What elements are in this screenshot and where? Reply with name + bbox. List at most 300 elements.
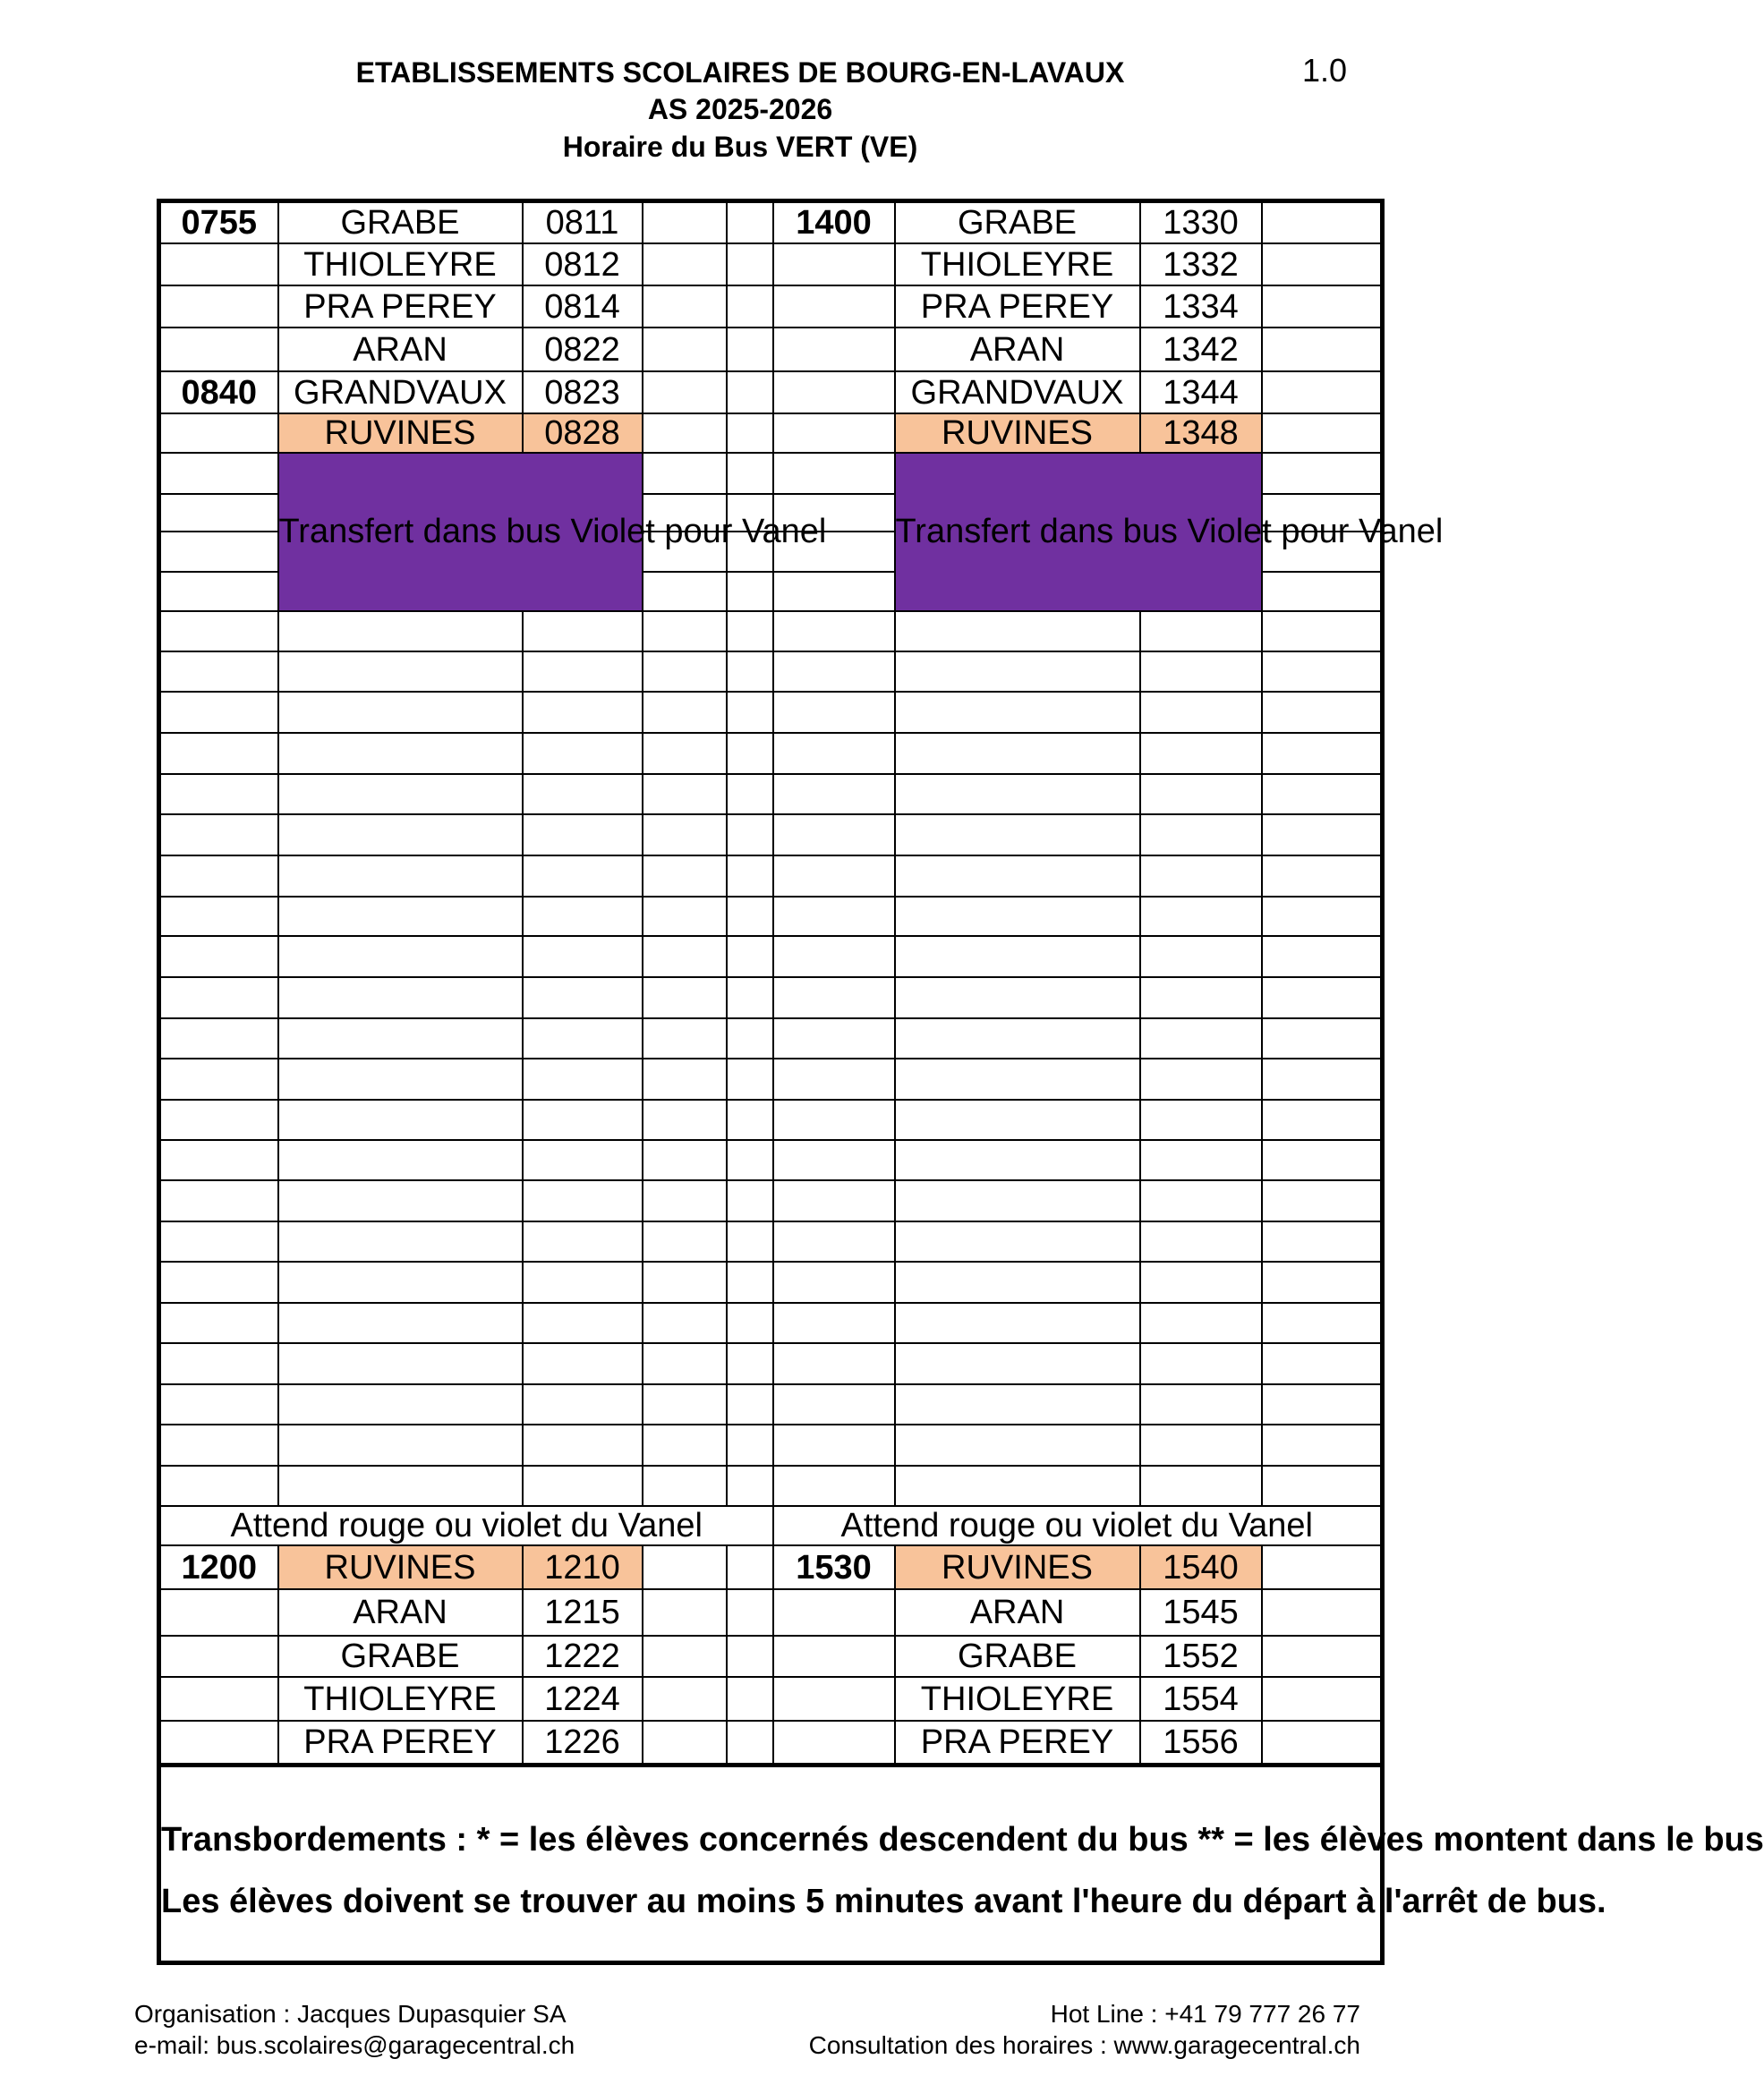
empty-cell [159, 936, 278, 977]
empty-cell [643, 1262, 727, 1303]
empty-cell [1262, 243, 1383, 285]
empty-cell [278, 1100, 523, 1141]
empty-cell [727, 572, 773, 611]
empty-cell [773, 1677, 895, 1721]
empty-cell [278, 692, 523, 733]
empty-cell [278, 1425, 523, 1466]
empty-cell [159, 1221, 278, 1262]
table-row [159, 1506, 1383, 1546]
table-row [159, 1677, 1383, 1721]
empty-cell [523, 1425, 643, 1466]
empty-cell [895, 733, 1140, 774]
empty-cell [773, 1343, 895, 1384]
table-row [159, 1384, 1383, 1425]
empty-cell [1262, 1589, 1383, 1635]
empty-cell [159, 1180, 278, 1221]
empty-cell [727, 814, 773, 855]
empty-cell [278, 814, 523, 855]
empty-cell [159, 733, 278, 774]
footer-hotline: Hot Line : +41 79 777 26 77 [1050, 2000, 1360, 2028]
empty-cell [643, 285, 727, 328]
empty-cell [643, 1425, 727, 1466]
empty-cell [643, 814, 727, 855]
empty-cell [159, 1140, 278, 1180]
empty-cell [895, 1018, 1140, 1059]
empty-cell [159, 692, 278, 733]
stop-time: 0823 [523, 371, 643, 413]
stop-time: 1226 [523, 1721, 643, 1765]
table-row [159, 453, 1383, 494]
empty-cell [278, 1466, 523, 1506]
table-row [159, 651, 1383, 693]
empty-cell [643, 1180, 727, 1221]
empty-cell [895, 897, 1140, 937]
empty-cell [1140, 897, 1262, 937]
empty-cell [727, 453, 773, 494]
table-row [159, 1180, 1383, 1221]
stop-time: 1334 [1140, 285, 1262, 328]
empty-cell [1262, 1425, 1383, 1466]
empty-cell [727, 692, 773, 733]
empty-cell [727, 1100, 773, 1141]
empty-cell [523, 855, 643, 897]
empty-cell [278, 1140, 523, 1180]
empty-cell [773, 1466, 895, 1506]
departure-hour: 1530 [773, 1545, 895, 1589]
empty-cell [773, 1303, 895, 1344]
empty-cell [727, 1589, 773, 1635]
empty-cell [727, 1180, 773, 1221]
empty-cell [773, 1721, 895, 1765]
table-row [159, 1018, 1383, 1059]
empty-cell [643, 977, 727, 1018]
empty-cell [523, 1140, 643, 1180]
empty-cell [773, 1384, 895, 1425]
empty-cell [159, 651, 278, 693]
empty-cell [773, 936, 895, 977]
empty-cell [727, 1018, 773, 1059]
empty-cell [278, 936, 523, 977]
empty-cell [643, 936, 727, 977]
empty-cell [278, 733, 523, 774]
remarks-row [159, 1765, 1383, 1963]
empty-cell [1140, 814, 1262, 855]
empty-cell [278, 1221, 523, 1262]
empty-cell [773, 1018, 895, 1059]
document-title: ETABLISSEMENTS SCOLAIRES DE BOURG-EN-LAVAUX [355, 56, 1125, 89]
table-row [159, 1343, 1383, 1384]
empty-cell [523, 611, 643, 651]
empty-cell [773, 1425, 895, 1466]
empty-cell [727, 611, 773, 651]
empty-cell [1140, 1262, 1262, 1303]
empty-cell [643, 1100, 727, 1141]
table-row [159, 774, 1383, 814]
stop-name: PRA PEREY [895, 1721, 1140, 1765]
empty-cell [727, 651, 773, 693]
empty-cell [727, 1721, 773, 1765]
table-row [159, 977, 1383, 1018]
empty-cell [159, 572, 278, 611]
table-row [159, 1059, 1383, 1100]
empty-cell [159, 897, 278, 937]
empty-cell [643, 897, 727, 937]
table-row [159, 371, 1383, 413]
stop-name: GRANDVAUX [895, 371, 1140, 413]
stop-name: ARAN [895, 1589, 1140, 1635]
empty-cell [278, 1018, 523, 1059]
empty-cell [159, 1059, 278, 1100]
empty-cell [643, 1140, 727, 1180]
stop-time: 1222 [523, 1636, 643, 1678]
stop-name: GRABE [278, 1636, 523, 1678]
stop-time: 1540 [1140, 1545, 1262, 1589]
footer-consultation: Consultation des horaires : www.garagecentral.ch [808, 2031, 1360, 2059]
table-row [159, 243, 1383, 285]
departure-hour: 0840 [159, 371, 278, 413]
table-row [159, 611, 1383, 651]
empty-cell [523, 1343, 643, 1384]
empty-cell [523, 1059, 643, 1100]
empty-cell [159, 413, 278, 453]
empty-cell [773, 1262, 895, 1303]
empty-cell [159, 1100, 278, 1141]
empty-cell [727, 1303, 773, 1344]
empty-cell [278, 1180, 523, 1221]
empty-cell [1262, 285, 1383, 328]
empty-cell [1262, 1221, 1383, 1262]
table-row [159, 897, 1383, 937]
empty-cell [773, 611, 895, 651]
empty-cell [523, 1018, 643, 1059]
empty-cell [895, 855, 1140, 897]
table-row [159, 855, 1383, 897]
stop-time: 1224 [523, 1677, 643, 1721]
empty-cell [773, 1100, 895, 1141]
empty-cell [727, 1677, 773, 1721]
empty-cell [643, 1018, 727, 1059]
empty-cell [159, 1018, 278, 1059]
empty-cell [1262, 1100, 1383, 1141]
empty-cell [159, 1303, 278, 1344]
empty-cell [895, 1221, 1140, 1262]
empty-cell [643, 1303, 727, 1344]
stop-time: 1348 [1140, 413, 1262, 453]
empty-cell [1140, 936, 1262, 977]
empty-cell [523, 1303, 643, 1344]
wait-note: Attend rouge ou violet du Vanel [773, 1506, 1383, 1546]
empty-cell [773, 243, 895, 285]
empty-cell [1262, 1303, 1383, 1344]
stop-time: 0812 [523, 243, 643, 285]
empty-cell [643, 611, 727, 651]
empty-cell [643, 1221, 727, 1262]
empty-cell [1262, 692, 1383, 733]
empty-cell [159, 774, 278, 814]
stop-name: THIOLEYRE [895, 1677, 1140, 1721]
empty-cell [159, 1677, 278, 1721]
empty-cell [1262, 897, 1383, 937]
empty-cell [643, 1721, 727, 1765]
stop-name: PRA PEREY [278, 1721, 523, 1765]
empty-cell [159, 1384, 278, 1425]
empty-cell [1262, 977, 1383, 1018]
empty-cell [1140, 733, 1262, 774]
empty-cell [895, 1180, 1140, 1221]
empty-cell [523, 814, 643, 855]
timetable [157, 199, 1764, 1965]
empty-cell [1262, 651, 1383, 693]
empty-cell [727, 371, 773, 413]
empty-cell [159, 814, 278, 855]
stop-time: 1210 [523, 1545, 643, 1589]
stop-time: 0811 [523, 201, 643, 244]
empty-cell [278, 1059, 523, 1100]
empty-cell [643, 1545, 727, 1589]
stop-time: 1215 [523, 1589, 643, 1635]
table-row [159, 1100, 1383, 1141]
empty-cell [773, 855, 895, 897]
empty-cell [643, 692, 727, 733]
empty-cell [643, 1384, 727, 1425]
empty-cell [1140, 1425, 1262, 1466]
stop-time: 1554 [1140, 1677, 1262, 1721]
table-row [159, 1545, 1383, 1589]
empty-cell [727, 201, 773, 244]
empty-cell [727, 1466, 773, 1506]
empty-cell [727, 774, 773, 814]
empty-cell [895, 936, 1140, 977]
empty-cell [727, 1636, 773, 1678]
stop-time: 1332 [1140, 243, 1262, 285]
departure-hour: 0755 [159, 201, 278, 244]
empty-cell [895, 1466, 1140, 1506]
empty-cell [773, 814, 895, 855]
empty-cell [523, 1262, 643, 1303]
empty-cell [643, 855, 727, 897]
stop-name: ARAN [278, 1589, 523, 1635]
empty-cell [523, 1180, 643, 1221]
empty-cell [643, 572, 727, 611]
empty-cell [278, 1262, 523, 1303]
school-year: AS 2025-2026 [647, 93, 833, 125]
empty-cell [773, 897, 895, 937]
stop-time: 0828 [523, 413, 643, 453]
empty-cell [1262, 201, 1383, 244]
empty-cell [523, 774, 643, 814]
empty-cell [727, 897, 773, 937]
stop-time: 1556 [1140, 1721, 1262, 1765]
empty-cell [1262, 1677, 1383, 1721]
empty-cell [1262, 572, 1383, 611]
stop-time: 1545 [1140, 1589, 1262, 1635]
empty-cell [1262, 1059, 1383, 1100]
empty-cell [1262, 814, 1383, 855]
transfer-block: Transfert dans bus Violet pour Vanel [278, 453, 643, 611]
stop-time: 1344 [1140, 371, 1262, 413]
table-row [159, 1425, 1383, 1466]
table-row [159, 1303, 1383, 1344]
empty-cell [523, 733, 643, 774]
empty-cell [1262, 855, 1383, 897]
empty-cell [159, 285, 278, 328]
stop-name: THIOLEYRE [278, 1677, 523, 1721]
empty-cell [773, 453, 895, 494]
empty-cell [1262, 1018, 1383, 1059]
empty-cell [895, 692, 1140, 733]
table-row [159, 285, 1383, 328]
empty-cell [727, 1343, 773, 1384]
empty-cell [1262, 1721, 1383, 1765]
empty-cell [1262, 453, 1383, 494]
empty-cell [159, 494, 278, 532]
stop-name: GRANDVAUX [278, 371, 523, 413]
empty-cell [773, 285, 895, 328]
wait-note: Attend rouge ou violet du Vanel [159, 1506, 773, 1546]
empty-cell [1262, 1343, 1383, 1384]
empty-cell [727, 1425, 773, 1466]
empty-cell [278, 855, 523, 897]
empty-cell [727, 1221, 773, 1262]
empty-cell [278, 774, 523, 814]
empty-cell [1140, 1384, 1262, 1425]
empty-cell [643, 1343, 727, 1384]
empty-cell [773, 692, 895, 733]
empty-cell [895, 1059, 1140, 1100]
empty-cell [727, 936, 773, 977]
stop-name: ARAN [895, 328, 1140, 371]
stop-name: RUVINES [895, 1545, 1140, 1589]
departure-hour: 1400 [773, 201, 895, 244]
empty-cell [1140, 855, 1262, 897]
empty-cell [1262, 1180, 1383, 1221]
empty-cell [643, 733, 727, 774]
empty-cell [643, 371, 727, 413]
empty-cell [1140, 692, 1262, 733]
empty-cell [159, 977, 278, 1018]
empty-cell [773, 733, 895, 774]
stop-time: 0814 [523, 285, 643, 328]
empty-cell [727, 1140, 773, 1180]
empty-cell [895, 1262, 1140, 1303]
empty-cell [1140, 977, 1262, 1018]
empty-cell [159, 1721, 278, 1765]
empty-cell [895, 1140, 1140, 1180]
empty-cell [523, 1221, 643, 1262]
transfer-remark: Transbordements : * = les élèves concernés descendent du bus ** = les élèves montent dans le bus [161, 1820, 1764, 1859]
empty-cell [1262, 1636, 1383, 1678]
empty-cell [1262, 1384, 1383, 1425]
table-row [159, 814, 1383, 855]
empty-cell [727, 1059, 773, 1100]
empty-cell [895, 814, 1140, 855]
empty-cell [773, 413, 895, 453]
empty-cell [159, 1636, 278, 1678]
empty-cell [895, 1343, 1140, 1384]
empty-cell [159, 1262, 278, 1303]
empty-cell [1140, 1466, 1262, 1506]
empty-cell [1140, 1303, 1262, 1344]
stop-name: GRABE [895, 201, 1140, 244]
empty-cell [643, 651, 727, 693]
empty-cell [773, 1221, 895, 1262]
empty-cell [773, 1180, 895, 1221]
transfer-block: Transfert dans bus Violet pour Vanel [895, 453, 1262, 611]
empty-cell [278, 1303, 523, 1344]
empty-cell [895, 651, 1140, 693]
empty-cell [523, 897, 643, 937]
stop-time: 1552 [1140, 1636, 1262, 1678]
table-row [159, 1589, 1383, 1635]
empty-cell [727, 285, 773, 328]
empty-cell [773, 1589, 895, 1635]
empty-cell [773, 1140, 895, 1180]
empty-cell [727, 243, 773, 285]
empty-cell [1140, 611, 1262, 651]
table-row [159, 328, 1383, 371]
empty-cell [727, 328, 773, 371]
version-number: 1.0 [1302, 52, 1348, 89]
empty-cell [523, 1384, 643, 1425]
empty-cell [895, 977, 1140, 1018]
empty-cell [159, 532, 278, 572]
empty-cell [643, 1059, 727, 1100]
empty-cell [159, 1466, 278, 1506]
empty-cell [159, 1589, 278, 1635]
table-row [159, 1466, 1383, 1506]
empty-cell [159, 611, 278, 651]
stop-time: 1342 [1140, 328, 1262, 371]
empty-cell [1262, 733, 1383, 774]
empty-cell [727, 1545, 773, 1589]
empty-cell [895, 1303, 1140, 1344]
table-row [159, 1140, 1383, 1180]
empty-cell [1262, 371, 1383, 413]
empty-cell [773, 977, 895, 1018]
empty-cell [278, 611, 523, 651]
table-row [159, 1636, 1383, 1678]
empty-cell [1262, 1140, 1383, 1180]
empty-cell [1262, 1466, 1383, 1506]
empty-cell [159, 855, 278, 897]
empty-cell [895, 611, 1140, 651]
table-row [159, 413, 1383, 453]
empty-cell [643, 1466, 727, 1506]
empty-cell [895, 774, 1140, 814]
empty-cell [643, 1636, 727, 1678]
empty-cell [773, 774, 895, 814]
empty-cell [523, 1100, 643, 1141]
empty-cell [643, 413, 727, 453]
empty-cell [727, 413, 773, 453]
empty-cell [773, 328, 895, 371]
empty-cell [643, 774, 727, 814]
empty-cell [278, 651, 523, 693]
stop-name: PRA PEREY [895, 285, 1140, 328]
empty-cell [523, 936, 643, 977]
stop-name: PRA PEREY [278, 285, 523, 328]
empty-cell [159, 453, 278, 494]
empty-cell [643, 243, 727, 285]
empty-cell [643, 1677, 727, 1721]
stop-name: GRABE [278, 201, 523, 244]
empty-cell [159, 1425, 278, 1466]
table-row [159, 733, 1383, 774]
empty-cell [523, 692, 643, 733]
empty-cell [773, 1059, 895, 1100]
table-row [159, 201, 1383, 244]
empty-cell [1262, 774, 1383, 814]
